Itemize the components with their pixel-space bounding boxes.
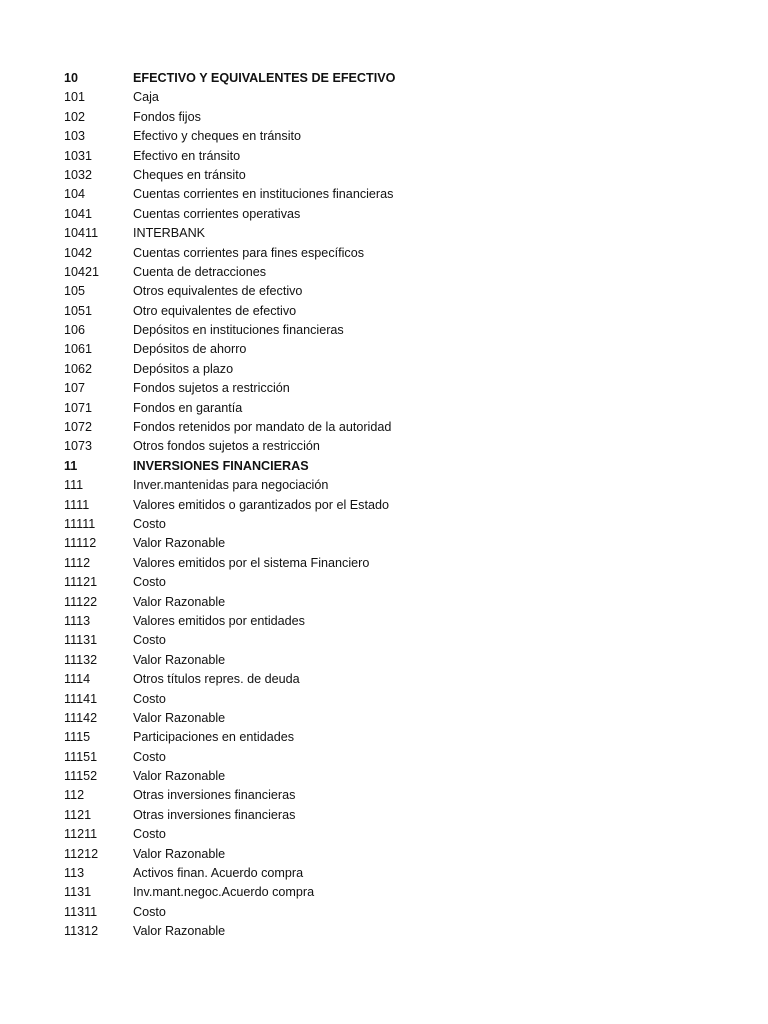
account-group-row bbox=[64, 69, 724, 88]
account-row bbox=[64, 670, 724, 689]
account-row bbox=[64, 399, 724, 418]
account-row bbox=[64, 748, 724, 767]
account-name: Valor Razonable bbox=[133, 594, 226, 609]
account-code: 10 bbox=[64, 71, 79, 85]
account-row bbox=[64, 883, 724, 902]
account-code: 101 bbox=[64, 90, 86, 105]
account-name: Depósitos en instituciones financieras bbox=[133, 323, 344, 338]
account-code: 102 bbox=[64, 109, 86, 124]
account-name: Fondos sujetos a restricción bbox=[133, 381, 290, 396]
account-row bbox=[64, 651, 724, 670]
account-code: 11212 bbox=[64, 846, 99, 861]
account-row bbox=[64, 166, 724, 185]
account-row bbox=[64, 360, 724, 379]
account-name: Costo bbox=[133, 633, 166, 648]
account-name: Valores emitidos por entidades bbox=[133, 613, 305, 628]
account-code: 1114 bbox=[64, 672, 91, 687]
account-code: 11141 bbox=[64, 691, 98, 706]
account-name: Costo bbox=[133, 575, 166, 590]
account-row bbox=[64, 263, 724, 282]
account-row bbox=[64, 593, 724, 612]
account-code: 11111 bbox=[64, 516, 96, 531]
account-name: Cheques en tránsito bbox=[133, 167, 246, 182]
account-name: Valor Razonable bbox=[133, 769, 226, 784]
account-name: EFECTIVO Y EQUIVALENTES DE EFECTIVO bbox=[133, 71, 396, 85]
account-row bbox=[64, 864, 724, 883]
account-row bbox=[64, 728, 724, 747]
account-code: 10411 bbox=[64, 226, 99, 241]
account-row bbox=[64, 806, 724, 825]
account-code: 105 bbox=[64, 284, 86, 299]
account-row bbox=[64, 515, 724, 534]
account-code: 113 bbox=[64, 866, 85, 881]
account-name: Valores emitidos por el sistema Financiero bbox=[133, 555, 370, 570]
account-row bbox=[64, 244, 724, 263]
account-row bbox=[64, 282, 724, 301]
account-code: 1041 bbox=[64, 206, 93, 221]
account-name: Valores emitidos o garantizados por el Estado bbox=[133, 497, 389, 512]
account-code: 107 bbox=[64, 381, 86, 396]
account-code: 1072 bbox=[64, 420, 93, 435]
account-row bbox=[64, 612, 724, 631]
account-row bbox=[64, 108, 724, 127]
account-name: Otros títulos repres. de deuda bbox=[133, 672, 300, 687]
account-name: Valor Razonable bbox=[133, 536, 226, 551]
account-code: 11 bbox=[64, 458, 78, 473]
account-code: 106 bbox=[64, 323, 86, 338]
account-row bbox=[64, 554, 724, 573]
account-row bbox=[64, 147, 724, 166]
account-row bbox=[64, 767, 724, 786]
account-list bbox=[64, 69, 724, 942]
account-code: 1115 bbox=[64, 730, 91, 745]
account-row bbox=[64, 127, 724, 146]
account-name: Otras inversiones financieras bbox=[133, 807, 296, 822]
account-row bbox=[64, 437, 724, 456]
account-code: 11122 bbox=[64, 594, 98, 609]
account-code: 11131 bbox=[64, 633, 98, 648]
account-code: 1131 bbox=[64, 885, 92, 900]
account-name: Fondos fijos bbox=[133, 109, 201, 124]
account-group-row bbox=[64, 457, 724, 476]
account-name: Activos finan. Acuerdo compra bbox=[133, 866, 304, 881]
account-row bbox=[64, 379, 724, 398]
account-code: 11112 bbox=[64, 536, 97, 551]
account-row bbox=[64, 185, 724, 204]
account-row bbox=[64, 418, 724, 437]
account-name: Fondos en garantía bbox=[133, 400, 243, 415]
account-row bbox=[64, 340, 724, 359]
account-name: Otros fondos sujetos a restricción bbox=[133, 439, 320, 454]
account-code: 1032 bbox=[64, 167, 93, 182]
account-code: 11311 bbox=[64, 904, 98, 919]
account-row bbox=[64, 631, 724, 650]
account-name: Costo bbox=[133, 904, 166, 919]
account-code: 1073 bbox=[64, 439, 93, 454]
account-row bbox=[64, 224, 724, 243]
account-code: 104 bbox=[64, 187, 86, 202]
account-row bbox=[64, 922, 724, 941]
account-code: 11211 bbox=[64, 827, 98, 842]
account-code: 11132 bbox=[64, 652, 98, 667]
account-row bbox=[64, 321, 724, 340]
account-name: Costo bbox=[133, 827, 166, 842]
account-row bbox=[64, 786, 724, 805]
account-row bbox=[64, 88, 724, 107]
account-row bbox=[64, 476, 724, 495]
account-name: INTERBANK bbox=[133, 226, 206, 241]
account-row bbox=[64, 709, 724, 728]
account-name: Otros equivalentes de efectivo bbox=[133, 284, 303, 299]
account-code: 112 bbox=[64, 788, 85, 803]
account-name: Fondos retenidos por mandato de la autoridad bbox=[133, 420, 392, 435]
account-name: Participaciones en entidades bbox=[133, 730, 295, 745]
account-code: 1112 bbox=[64, 555, 91, 570]
account-code: 1111 bbox=[64, 497, 90, 512]
account-name: Cuentas corrientes en instituciones financieras bbox=[133, 187, 394, 202]
account-code: 11152 bbox=[64, 769, 98, 784]
account-code: 11312 bbox=[64, 924, 99, 939]
account-name: Cuenta de detracciones bbox=[133, 264, 267, 279]
account-name: Efectivo en tránsito bbox=[133, 148, 241, 163]
account-code: 11151 bbox=[64, 749, 98, 764]
account-code: 111 bbox=[64, 478, 84, 493]
account-name: Depósitos de ahorro bbox=[133, 342, 247, 357]
account-name: Otro equivalentes de efectivo bbox=[133, 303, 297, 318]
account-row bbox=[64, 845, 724, 864]
account-code: 11142 bbox=[64, 710, 98, 725]
account-name: Valor Razonable bbox=[133, 924, 226, 939]
account-row bbox=[64, 573, 724, 592]
account-name: Caja bbox=[133, 90, 159, 105]
account-name: Inv.mant.negoc.Acuerdo compra bbox=[133, 885, 315, 900]
account-row bbox=[64, 496, 724, 515]
account-row bbox=[64, 903, 724, 922]
account-row bbox=[64, 825, 724, 844]
account-name: Depósitos a plazo bbox=[133, 361, 234, 376]
account-name: Cuentas corrientes para fines específicos bbox=[133, 245, 365, 260]
account-name: Costo bbox=[133, 516, 166, 531]
account-code: 1062 bbox=[64, 361, 93, 376]
account-code: 1031 bbox=[64, 148, 93, 163]
account-row bbox=[64, 205, 724, 224]
account-row bbox=[64, 302, 724, 321]
account-code: 10421 bbox=[64, 264, 100, 279]
account-name: Valor Razonable bbox=[133, 652, 226, 667]
account-name: Valor Razonable bbox=[133, 846, 226, 861]
account-name: Inver.mantenidas para negociación bbox=[133, 478, 329, 493]
account-row bbox=[64, 534, 724, 553]
account-name: INVERSIONES FINANCIERAS bbox=[133, 458, 309, 473]
account-code: 1051 bbox=[64, 303, 93, 318]
account-name: Valor Razonable bbox=[133, 710, 226, 725]
account-code: 1042 bbox=[64, 245, 93, 260]
account-name: Efectivo y cheques en tránsito bbox=[133, 129, 302, 144]
account-code: 1071 bbox=[64, 400, 93, 415]
account-code: 1061 bbox=[64, 342, 93, 357]
account-code: 1121 bbox=[64, 807, 92, 822]
account-name: Otras inversiones financieras bbox=[133, 788, 296, 803]
account-code: 103 bbox=[64, 129, 86, 144]
account-code: 1113 bbox=[64, 613, 91, 628]
account-code: 11121 bbox=[64, 575, 98, 590]
account-row bbox=[64, 690, 724, 709]
account-name: Costo bbox=[133, 691, 166, 706]
account-name: Costo bbox=[133, 749, 166, 764]
account-name: Cuentas corrientes operativas bbox=[133, 206, 301, 221]
